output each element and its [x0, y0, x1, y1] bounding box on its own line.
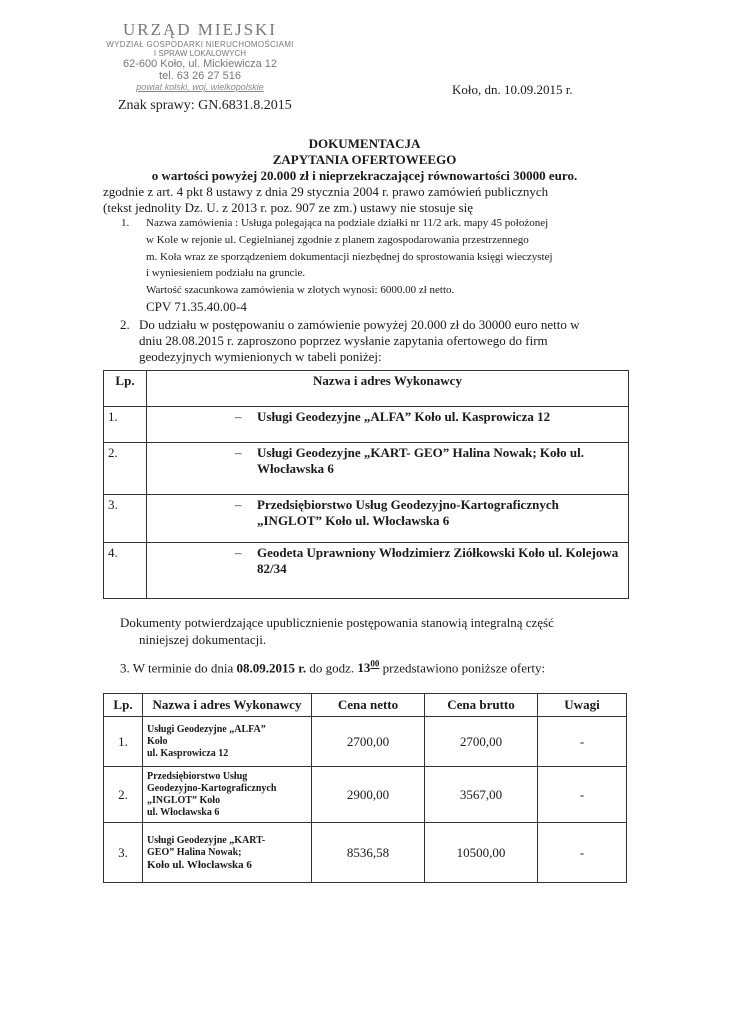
doc-title-3: o wartości powyżej 20.000 zł i nieprzekraczającej równowartości 30000 euro.	[151, 168, 578, 183]
row-lp: 3.	[104, 823, 143, 883]
section-2-line-1: Do udziału w postępowaniu o zamówienie powyżej 20.000 zł do 30000 euro netto w	[139, 317, 580, 332]
row-name: Usługi Geodezyjne „ALFA” Koło ul. Kasprowicza 12	[257, 409, 551, 424]
stamp-line-6: powiat kolski, woj. wielkopolskie	[136, 82, 264, 92]
note-line-2: niniejszej dokumentacji.	[139, 632, 267, 647]
office-stamp	[100, 20, 300, 92]
row-uwagi: -	[538, 823, 627, 883]
row-uwagi: -	[538, 717, 627, 767]
section-3-date: 08.09.2015 r.	[236, 660, 307, 676]
table1-header-name: Nazwa i adres Wykonawcy	[147, 371, 629, 407]
row-name-line: „INGLOT” Koło	[147, 794, 221, 806]
section-2-number: 2.	[120, 317, 130, 332]
table1-header-lp: Lp.	[104, 371, 147, 407]
row-name-cell	[143, 767, 312, 823]
invited-firms-table	[103, 370, 629, 599]
section-1-cpv: CPV 71.35.40.00-4	[146, 299, 247, 314]
row-dash: –	[235, 409, 242, 424]
section-2-line-3: geodezyjnych wymienionych w tabeli poniżej:	[139, 349, 382, 364]
row-lp: 3.	[104, 495, 147, 543]
table2-header-lp: Lp.	[104, 694, 143, 717]
row-name-line: GEO” Halina Nowak;	[147, 846, 242, 858]
table2-header-uwagi: Uwagi	[538, 694, 627, 717]
row-uwagi: -	[538, 767, 627, 823]
row-name-line: Przedsiębiorstwo Usług	[147, 770, 248, 782]
row-name-cell	[143, 717, 312, 767]
table-row	[104, 443, 629, 495]
row-netto: 2900,00	[312, 767, 425, 823]
section-3-suffix: przedstawiono poniższe oferty:	[382, 660, 546, 676]
row-name-cell	[147, 543, 629, 599]
stamp-line-3: I SPRAW LOKALOWYCH	[153, 49, 247, 58]
stamp-line-5: tel. 63 26 27 516	[159, 70, 241, 82]
doc-title-1: DOKUMENTACJA	[308, 136, 421, 151]
row-name-line: ul. Kasprowicza 12	[147, 747, 229, 759]
table2-header-netto: Cena netto	[312, 694, 425, 717]
minutes-value: 00	[370, 659, 380, 669]
row-name-cell	[143, 823, 312, 883]
stamp-line-2: WYDZIAŁ GOSPODARKI NIERUCHOMOŚCIAMI	[106, 40, 294, 49]
offers-table	[103, 693, 627, 883]
intro-line-2: (tekst jednolity Dz. U. z 2013 r. poz. 907 ze zm.) ustawy nie stosuje się	[103, 200, 474, 215]
table-row	[104, 767, 627, 823]
section-3-text	[120, 659, 545, 676]
row-dash: –	[235, 545, 242, 560]
row-name: Geodeta Uprawniony Włodzimierz Ziółkowski Koło ul. Kolejowa 82/34	[257, 545, 619, 576]
table-row	[104, 543, 629, 599]
row-dash: –	[235, 497, 242, 512]
section-1-line-1: Nazwa zamówienia : Usługa polegająca na podziale działki nr 11/2 ark. mapy 45 położonej	[146, 217, 549, 229]
row-lp: 1.	[104, 717, 143, 767]
intro-line-1: zgodnie z art. 4 pkt 8 ustawy z dnia 29 stycznia 2004 r. prawo zamówień publicznych	[103, 184, 549, 199]
section-3-middle: do godz.	[309, 660, 355, 676]
row-brutto: 2700,00	[425, 717, 538, 767]
row-lp: 2.	[104, 443, 147, 495]
row-name-line: Usługi Geodezyjne „KART-	[147, 834, 266, 846]
row-name-line: Geodezyjno-Kartograficznych	[147, 782, 277, 794]
row-name-cell	[147, 495, 629, 543]
row-netto: 2700,00	[312, 717, 425, 767]
row-name-line: Koło ul. Włocławska 6	[147, 858, 252, 871]
section-2-line-2: dniu 28.08.2015 r. zaproszono poprzez wysłanie zapytania ofertowego do firm	[139, 333, 548, 348]
hour-value: 13	[357, 660, 371, 676]
note-line-1: Dokumenty potwierdzające upublicznienie postępowania stanowią integralną część	[120, 615, 554, 630]
row-lp: 4.	[104, 543, 147, 599]
stamp-line-4: 62-600 Koło, ul. Mickiewicza 12	[122, 58, 278, 70]
row-dash: –	[235, 445, 242, 460]
table-row	[104, 407, 629, 443]
row-lp: 2.	[104, 767, 143, 823]
row-name: Przedsiębiorstwo Usług Geodezyjno-Kartograficznych „INGLOT” Koło ul. Włocławska 6	[257, 497, 559, 528]
section-1-line-4: i wyniesieniem podziału na gruncie.	[146, 267, 306, 279]
section-3-number: 3.	[120, 660, 130, 676]
section-1-line-5: Wartość szacunkowa zamówienia w złotych wynosi: 6000.00 zł netto.	[146, 284, 455, 296]
doc-title-2: ZAPYTANIA OFERTOWEEGO	[272, 152, 457, 167]
section-3-hour	[357, 660, 379, 675]
section-1-line-3: m. Koła wraz ze sporządzeniem dokumentacji niezbędnej do sprostowania księgi wieczystej	[146, 251, 553, 263]
row-name: Usługi Geodezyjne „KART- GEO” Halina Nowak; Koło ul. Włocławska 6	[257, 445, 584, 476]
place-date: Koło, dn. 10.09.2015 r.	[452, 82, 573, 97]
row-name-line: ul. Włocławska 6	[147, 806, 220, 818]
section-3-prefix: W terminie do dnia	[132, 660, 234, 676]
row-name-line: Usługi Geodezyjne „ALFA”	[147, 723, 266, 735]
row-brutto: 3567,00	[425, 767, 538, 823]
row-name-cell	[147, 443, 629, 495]
row-netto: 8536,58	[312, 823, 425, 883]
table-row	[104, 717, 627, 767]
table2-header-brutto: Cena brutto	[425, 694, 538, 717]
stamp-line-1: URZĄD MIEJSKI	[123, 20, 277, 39]
case-number: Znak sprawy: GN.6831.8.2015	[118, 98, 292, 113]
row-name-cell	[147, 407, 629, 443]
row-lp: 1.	[104, 407, 147, 443]
row-name-line: Koło	[147, 735, 168, 747]
table-row	[104, 495, 629, 543]
section-1-number: 1.	[121, 217, 130, 229]
table2-header-name: Nazwa i adres Wykonawcy	[143, 694, 312, 717]
section-1-line-2: w Kole w rejonie ul. Cegielnianej zgodnie z planem zagospodarowania przestrzennego	[146, 234, 529, 246]
row-brutto: 10500,00	[425, 823, 538, 883]
table-row	[104, 823, 627, 883]
